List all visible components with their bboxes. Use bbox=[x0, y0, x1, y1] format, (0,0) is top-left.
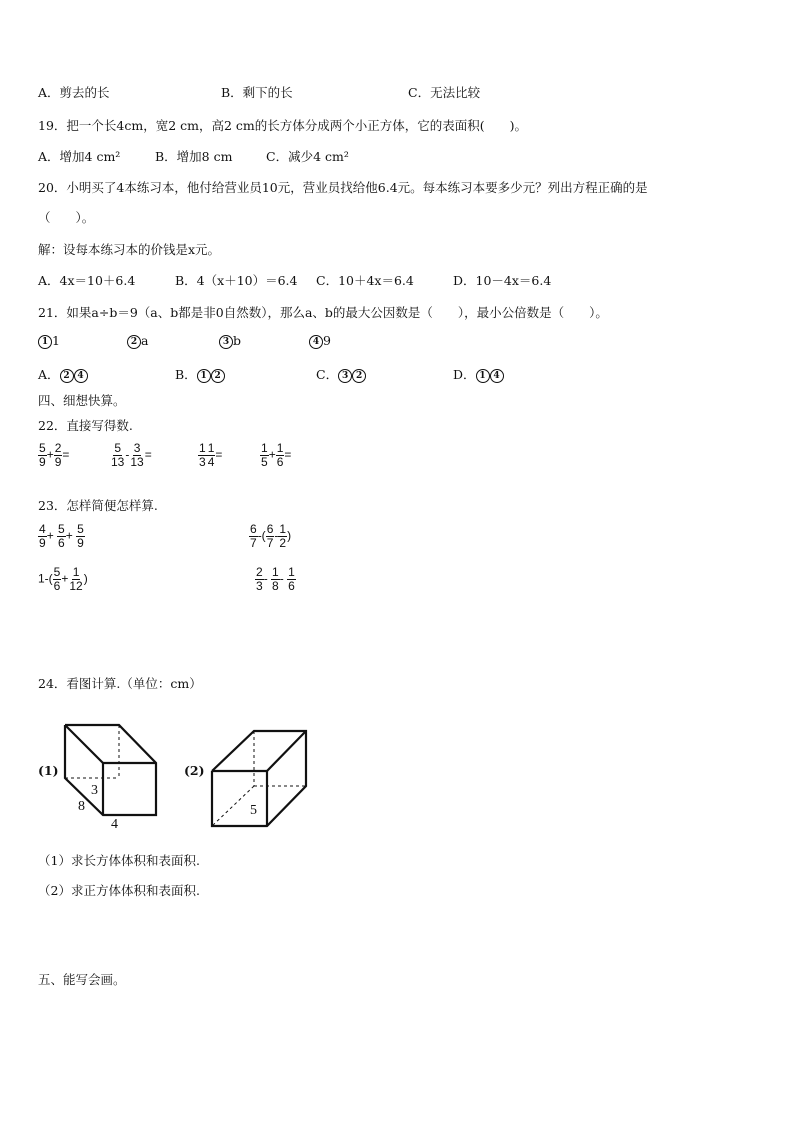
circled-number-icon: 4 bbox=[74, 369, 88, 383]
cube-dim-edge: 5 bbox=[250, 803, 257, 818]
cube-figure bbox=[206, 728, 312, 830]
q23-expr-4: $\frac{2}{3}$ - $\frac{1}{8}$ - $\frac{1}{6}$ bbox=[256, 565, 295, 593]
circled-number-icon: 1 bbox=[476, 369, 490, 383]
circled-number-icon: 3 bbox=[338, 369, 352, 383]
q20-option-a: A．4x＝10＋6.4 bbox=[38, 273, 136, 288]
q21-option-a: A． 2 4 bbox=[38, 365, 88, 383]
q20-option-b: B．4（x＋10）＝6.4 bbox=[175, 273, 298, 288]
q19-option-c: C．减少4 cm² bbox=[266, 149, 349, 164]
circled-number-icon: 4 bbox=[309, 335, 323, 349]
q22-stem: 22．直接写得数. bbox=[38, 418, 133, 433]
figure2-label: (2) bbox=[184, 763, 205, 778]
q20-paren: （ ）。 bbox=[38, 210, 95, 225]
cuboid-figure bbox=[56, 718, 166, 830]
q18-option-c: C．无法比较 bbox=[408, 85, 481, 100]
q19-option-a: A．增加4 cm² bbox=[38, 149, 121, 164]
q22-expr-1: $\frac{5}{9}$ + $\frac{2}{9}$ = bbox=[39, 441, 70, 469]
cuboid-dim-length: 4 bbox=[111, 817, 118, 830]
q20-option-c: C．10＋4x＝6.4 bbox=[316, 273, 414, 288]
cuboid-dim-width: 8 bbox=[78, 799, 85, 814]
q20-solve: 解：设每本练习本的价钱是x元。 bbox=[38, 242, 221, 257]
circled-number-icon: 1 bbox=[38, 335, 52, 349]
q20-option-d: D．10－4x＝6.4 bbox=[453, 273, 552, 288]
q21-option-c: C． 3 2 bbox=[316, 365, 366, 383]
q24-sub1: （1）求长方体体积和表面积. bbox=[38, 853, 200, 868]
q21-choice-3: 3 b bbox=[219, 333, 241, 349]
q20-stem: 20．小明买了4本练习本，他付给营业员10元，营业员找给他6.4元。每本练习本要多少元？列出方程正确的是 bbox=[38, 180, 648, 195]
circled-number-icon: 2 bbox=[211, 369, 225, 383]
circled-number-icon: 4 bbox=[490, 369, 504, 383]
circled-number-icon: 3 bbox=[219, 335, 233, 349]
q21-choice-4: 4 9 bbox=[309, 333, 331, 349]
q21-option-b: B． 1 2 bbox=[175, 365, 225, 383]
circled-number-icon: 2 bbox=[352, 369, 366, 383]
q21-choice-2: 2 a bbox=[127, 333, 148, 349]
q19-stem: 19．把一个长4cm，宽2 cm，高2 cm的长方体分成两个小正方体，它的表面积( )。 bbox=[38, 118, 528, 133]
q23-expr-3: 1-( $\frac{5}{6}$ + $\frac{1}{12}$ ) bbox=[38, 565, 88, 593]
q23-stem: 23．怎样简便怎样算. bbox=[38, 498, 158, 513]
q24-sub2: （2）求正方体体积和表面积. bbox=[38, 883, 200, 898]
section5-heading: 五、能写会画。 bbox=[38, 972, 126, 987]
q21-choice-1: 1 1 bbox=[38, 333, 60, 349]
q18-option-a: A．剪去的长 bbox=[38, 85, 110, 100]
q22-expr-4: $\frac{1}{5}$ + $\frac{1}{6}$ = bbox=[261, 441, 292, 469]
q23-expr-2: $\frac{6}{7}$ -( $\frac{6}{7}$ - $\frac{1}{2}$ ) bbox=[250, 522, 292, 550]
circled-number-icon: 2 bbox=[127, 335, 141, 349]
section4-heading: 四、细想快算。 bbox=[38, 393, 126, 408]
q18-option-b: B．剩下的长 bbox=[221, 85, 293, 100]
q21-stem: 21．如果a÷b＝9（a、b都是非0自然数），那么a、b的最大公因数是（ ），最小公倍数是（ ）。 bbox=[38, 305, 608, 320]
figure1-label: (1) bbox=[38, 763, 59, 778]
q22-expr-3: $\frac{1}{3}$ $\frac{1}{4}$ = bbox=[199, 441, 223, 469]
q24-stem: 24．看图计算.（单位：cm） bbox=[38, 676, 202, 691]
q19-option-b: B．增加8 cm bbox=[155, 149, 233, 164]
circled-number-icon: 2 bbox=[60, 369, 74, 383]
q22-expr-2: $\frac{5}{13}$ - $\frac{3}{13}$ = bbox=[111, 441, 152, 469]
q23-expr-1: $\frac{4}{9}$ + $\frac{5}{6}$ + $\frac{5}{9}$ bbox=[39, 522, 84, 550]
circled-number-icon: 1 bbox=[197, 369, 211, 383]
q21-option-d: D． 1 4 bbox=[453, 365, 504, 383]
cuboid-dim-height: 3 bbox=[91, 783, 98, 798]
